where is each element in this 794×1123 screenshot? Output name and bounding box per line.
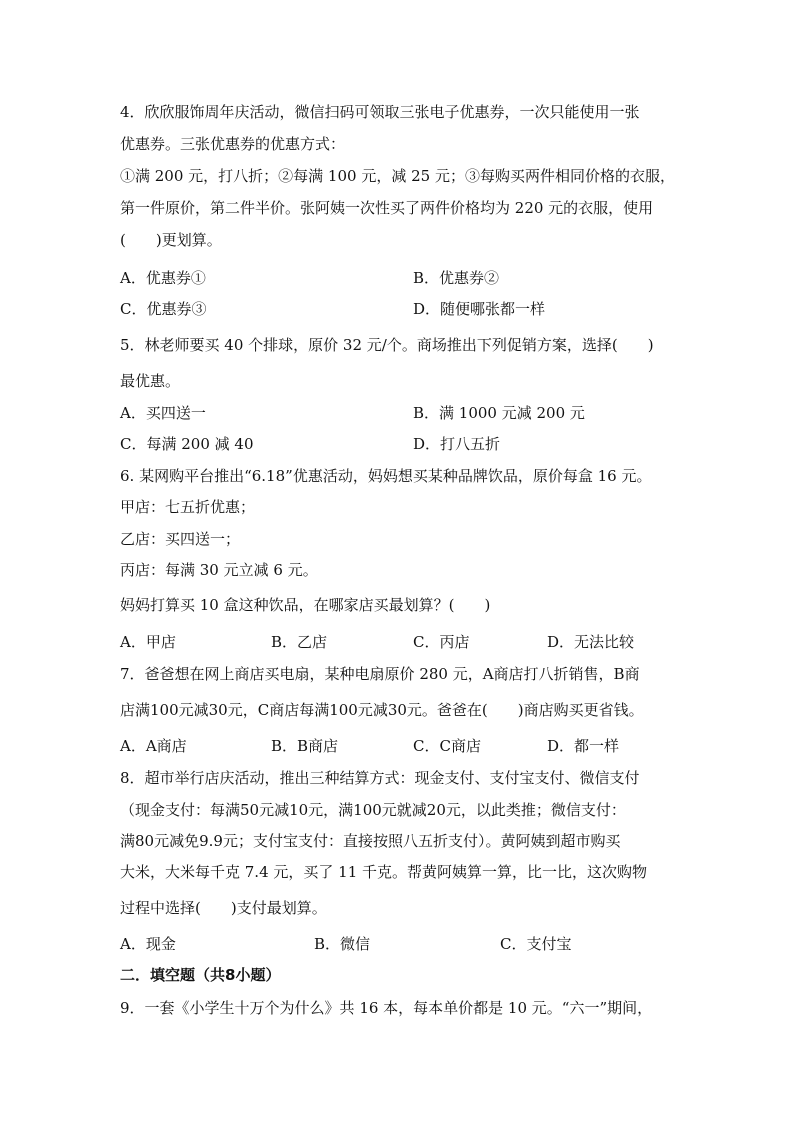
q6-option-c: C．丙店 (413, 633, 470, 651)
q5-option-a: A．买四送一 (120, 404, 206, 422)
q6-option-b: B．乙店 (271, 633, 328, 651)
q6-line5: 妈妈打算买 10 盒这种饮品，在哪家店买最划算？( ) (120, 596, 491, 614)
q9-line1: 9．一套《小学生十万个为什么》共 16 本，每本单价都是 10 元。“六一”期间， (120, 999, 653, 1017)
q7-line2: 店满100元减30元，C商店每满100元减30元。爸爸在( )商店购买更省钱。 (120, 701, 644, 719)
q4-option-a: A．优惠券① (120, 269, 206, 287)
q6-line2: 甲店：七五折优惠； (120, 498, 256, 516)
q4-line3: ①满 200 元，打八折；②每满 100 元，减 25 元；③每购买两件相同价格的衣服， (120, 167, 675, 185)
q4-option-b: B．优惠券② (413, 269, 500, 287)
q4-line4: 第一件原价，第二件半价。张阿姨一次性买了两件价格均为 220 元的衣服，使用 (120, 199, 654, 217)
q8-line5: 过程中选择( )支付最划算。 (120, 899, 327, 917)
q8-line3: 满80元减免9.9元；支付宝支付：直接按照八五折支付）。黄阿姨到超市购买 (120, 832, 621, 850)
q5-line1: 5．林老师要买 40 个排球，原价 32 元/个。商场推出下列促销方案，选择( ) (120, 336, 654, 354)
q4-option-d: D．随便哪张都一样 (413, 300, 546, 318)
q5-line2: 最优惠。 (120, 372, 181, 390)
q7-option-a: A．A商店 (120, 737, 187, 755)
q6-line1: 6. 某网购平台推出“6.18”优惠活动，妈妈想买某种品牌饮品，原价每盒 16 元。 (120, 467, 652, 485)
q6-line3: 乙店：买四送一； (120, 530, 241, 548)
q7-option-d: D．都一样 (547, 737, 620, 755)
q7-line1: 7．爸爸想在网上商店买电扇，某种电扇原价 280 元，A商店打八折销售，B商 (120, 665, 640, 683)
q7-option-b: B．B商店 (271, 737, 339, 755)
q6-line4: 丙店：每满 30 元立减 6 元。 (120, 561, 318, 579)
q5-option-d: D．打八五折 (413, 435, 501, 453)
q8-option-c: C．支付宝 (500, 935, 572, 953)
q4-line2: 优惠券。三张优惠券的优惠方式： (120, 135, 346, 153)
q8-line4: 大米，大米每千克 7.4 元，买了 11 千克。帮黄阿姨算一算，比一比，这次购物 (120, 863, 648, 881)
q7-option-c: C．C商店 (413, 737, 481, 755)
q6-option-d: D．无法比较 (547, 633, 635, 651)
q5-option-b: B．满 1000 元减 200 元 (413, 404, 585, 422)
q8-option-b: B．微信 (314, 935, 371, 953)
q8-line2: （现金支付：每满50元减10元，满100元就减20元，以此类推；微信支付： (120, 801, 626, 819)
q4-option-c: C．优惠券③ (120, 300, 207, 318)
q6-option-a: A．甲店 (120, 633, 176, 651)
q5-option-c: C．每满 200 减 40 (120, 435, 254, 453)
q4-line1: 4．欣欣服饰周年庆活动，微信扫码可领取三张电子优惠券，一次只能使用一张 (120, 103, 640, 121)
q8-option-a: A．现金 (120, 935, 176, 953)
section-heading: 二．填空题（共8小题） (120, 966, 281, 984)
q8-line1: 8．超市举行店庆活动，推出三种结算方式：现金支付、支付宝支付、微信支付 (120, 769, 640, 787)
q4-line5: ( )更划算。 (120, 231, 222, 249)
